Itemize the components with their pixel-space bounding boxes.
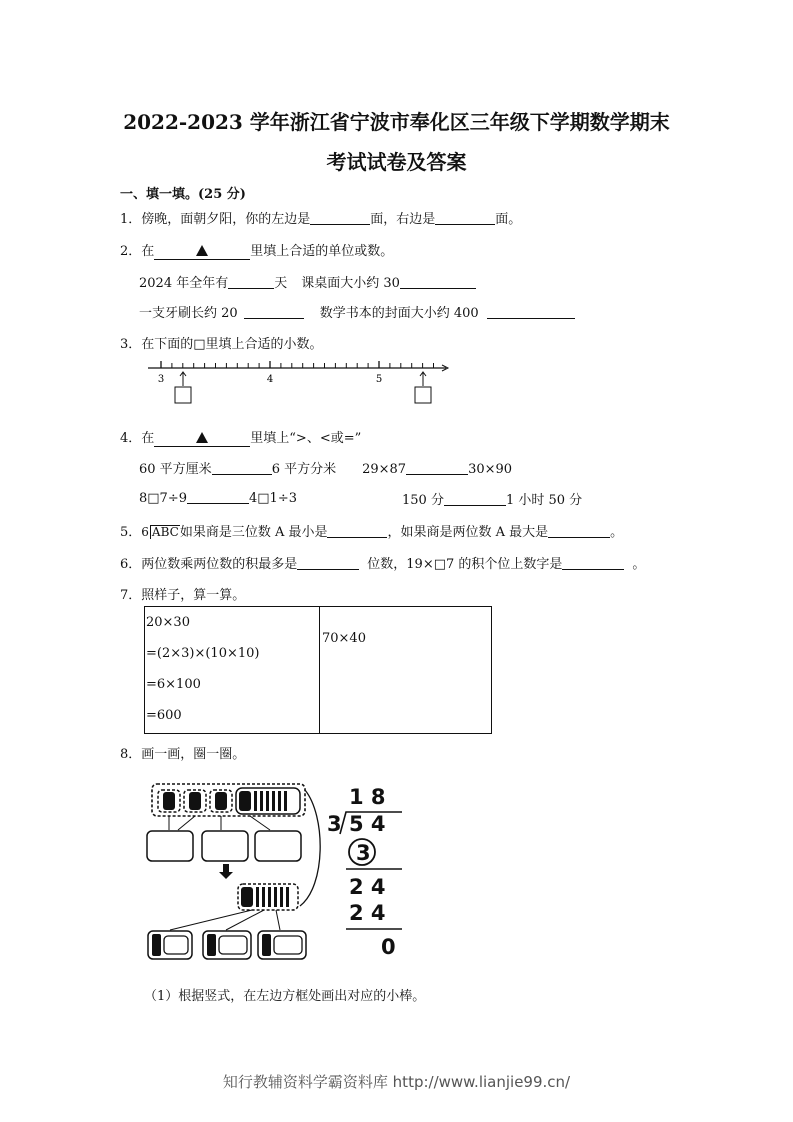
answer-blank[interactable] [487,304,575,319]
answer-blank[interactable] [400,274,476,289]
answer-blank[interactable] [187,489,249,504]
answer-blank[interactable] [297,555,359,570]
q1-text-c: 面。 [495,212,522,227]
drawing-box-2[interactable] [202,831,248,861]
q5-dividend: ABC [151,525,179,539]
q4-text-b: 里填上“>、<或=” [250,431,362,446]
answer-blank[interactable] [444,491,506,506]
q5-number: 5． [120,525,142,540]
step-2: 2 4 [349,875,386,899]
q2-row-2 [139,302,575,321]
q4-row-2 [139,489,297,506]
tick-label-5: 5 [375,374,383,385]
q4-item: 1 小时 50 分 [505,493,583,508]
q6-text-b: 位数，19×□7 的积个位上数字是 [367,557,563,572]
step-3: 2 4 [349,901,386,925]
q2-item: 数学书本的封面大小约 400 [319,306,479,321]
middle-sticks [238,884,298,910]
bundle-2 [184,790,206,812]
number-line [140,356,460,408]
q1-text-a: 1．傍晚，面朝夕阳，你的左边是 [120,212,311,227]
q4-item: 30×90 [468,462,513,477]
long-division [322,782,412,962]
down-arrow-icon [223,864,229,872]
q2-item: 课桌面大小约 30 [301,276,400,291]
example-step: 20×30 [146,615,190,630]
number-line-ticks [161,361,434,368]
stick-diagram [140,776,330,966]
drawing-box-1[interactable] [147,831,193,861]
bracket-line [300,790,320,906]
q4-item: 8□7÷9 [139,491,187,506]
q5-text-a: 如果商是三位数 A 最小是 [179,525,328,540]
answer-blank[interactable] [244,304,304,319]
triangle-blank [154,432,250,447]
example-step: =600 [146,708,182,723]
answer-box[interactable] [415,387,431,403]
q4-item: 6 平方分米 [271,462,337,477]
bottom-group-1 [148,931,192,959]
bundle-3 [210,790,232,812]
q4-row-2-right [402,489,582,508]
q5-text-b: ，如果商是两位数 A 最大是 [387,525,549,540]
answer-blank[interactable] [212,460,272,475]
triangle-icon [196,245,208,256]
answer-blank[interactable] [406,460,468,475]
question-5 [120,521,623,540]
page-title-line2: 考试试卷及答案 [326,150,467,174]
example-table [144,606,492,734]
q6-text-c: 。 [632,557,646,572]
q4-row-1 [139,458,512,477]
q4-text-a: 4．在 [120,431,155,446]
tick-label-3: 3 [157,374,165,385]
example-step: =(2×3)×(10×10) [146,646,260,661]
answer-box[interactable] [175,387,191,403]
q4-item: 29×87 [362,462,407,477]
step-1: 3 [356,841,371,865]
q5-text-c: 。 [610,525,624,540]
example-step: =6×100 [146,677,201,692]
q2-item: 2024 年全年有 [139,276,229,291]
bottom-group-3 [258,931,306,959]
q1-text-b: 面，右边是 [370,212,436,227]
q2-text-a: 2．在 [120,244,155,259]
q6-text-a: 6．两位数乘两位数的积最多是 [120,557,298,572]
bottom-group-2 [203,931,251,959]
q2-unit: 天 [274,276,288,291]
answer-blank[interactable] [435,210,495,225]
question-7: 7．照样子，算一算。 [120,588,246,603]
q2-text-b: 里填上合适的单位或数。 [250,244,394,259]
question-2 [120,240,393,260]
dividend: 5 4 [349,812,386,836]
quotient: 1 8 [349,785,386,809]
footer-watermark: 知行教辅资料学霸资料库 http://www.lianjie99.cn/ [222,1073,571,1091]
question-1 [120,208,521,227]
tick-label-4: 4 [266,374,274,385]
page-title: 2022-2023 学年浙江省宁波市奉化区三年级下学期数学期末 [123,110,670,134]
q4-item: 150 分 [402,493,444,508]
triangle-icon [196,432,208,443]
answer-blank[interactable] [310,210,370,225]
answer-blank[interactable] [562,555,624,570]
remainder: 0 [381,935,396,959]
q2-item: 一支牙刷长约 20 [139,306,238,321]
q4-item: 60 平方厘米 [139,462,212,477]
example-cell [145,607,320,734]
answer-blank[interactable] [228,274,274,289]
question-8: 8．画一画，圈一圈。 [120,747,246,762]
q5-divisor: 6 [141,525,149,539]
q8-subquestion-1: （1）根据竖式，在左边方框处画出对应的小棒。 [144,989,426,1004]
question-4 [120,427,361,447]
answer-blank[interactable] [548,523,610,538]
loose-sticks [236,788,300,814]
drawing-box-3[interactable] [255,831,301,861]
question-3: 3．在下面的□里填上合适的小数。 [120,337,323,352]
answer-cell[interactable] [320,607,492,734]
exercise-expression: 70×40 [322,631,366,646]
section-heading: 一、填一填。(25 分) [120,187,246,202]
answer-blank[interactable] [327,523,387,538]
divisor: 3 [327,812,342,836]
q2-row-1 [139,272,476,291]
question-6 [120,553,645,572]
q4-item: 4□1÷3 [249,491,297,506]
bundle-1 [158,790,180,812]
triangle-blank [154,245,250,260]
